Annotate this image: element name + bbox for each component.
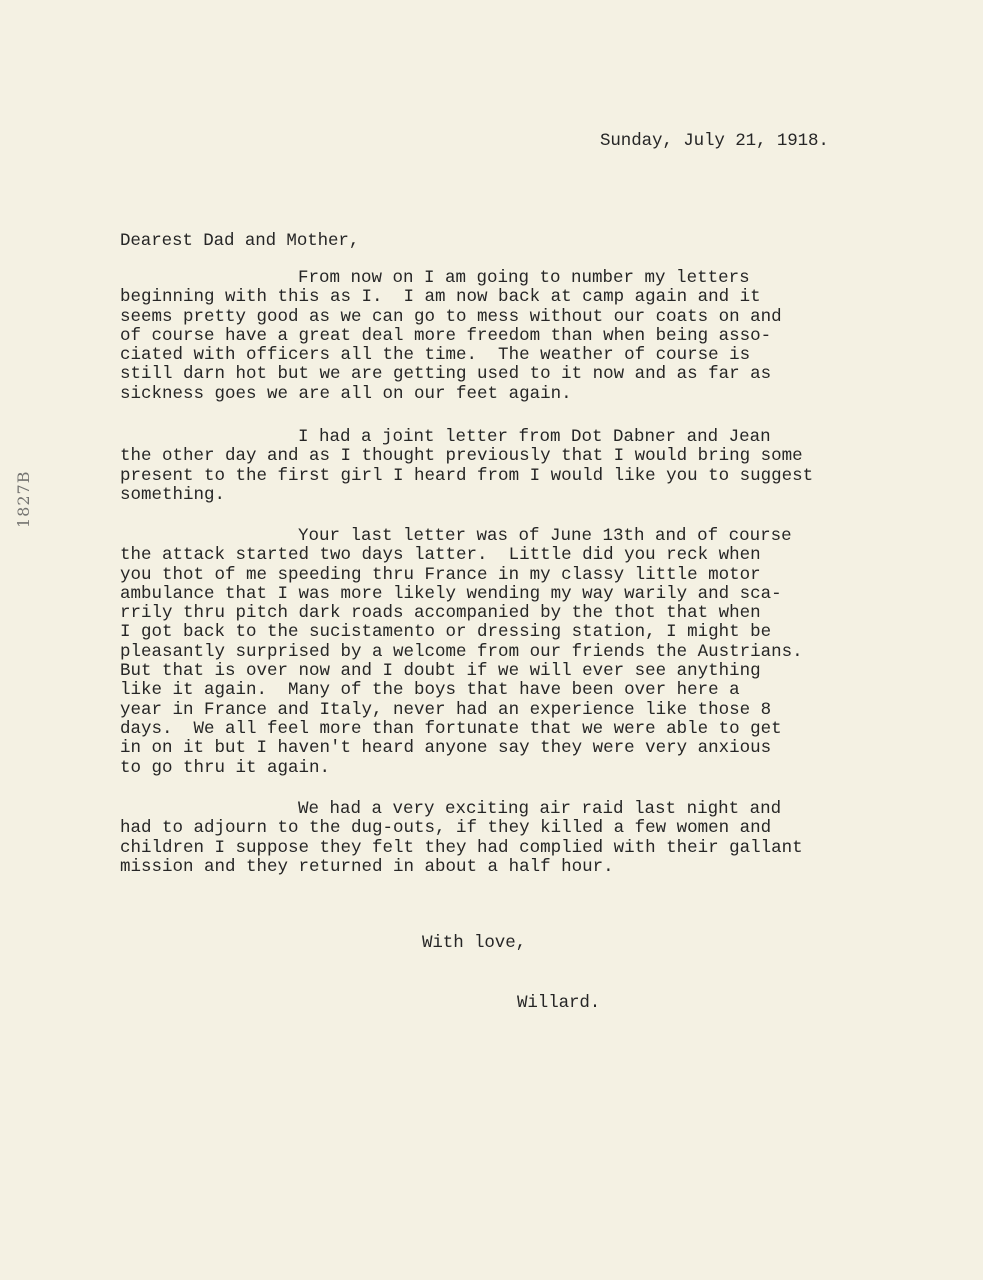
paragraph-line: mission and they returned in about a half hour. — [120, 856, 614, 877]
paragraph-line: of course have a great deal more freedom than when being asso- — [120, 325, 772, 346]
paragraph-line: the other day and as I thought previously that I would bring some — [120, 446, 803, 467]
paragraph-line: seems pretty good as we can go to mess without our coats on and — [120, 306, 782, 327]
paragraph-line: in on it but I haven't heard anyone say they were very anxious — [120, 738, 772, 759]
paragraph-line: Your last letter was of June 13th and of course — [298, 526, 792, 546]
paragraph-line: children I suppose they felt they had complied with their gallant — [120, 837, 803, 858]
paragraph-line: ciated with officers all the time. The weather of course is — [120, 345, 751, 366]
letter-closing: With love, — [422, 933, 527, 953]
paragraph-2 — [120, 428, 813, 505]
letter-salutation: Dearest Dad and Mother, — [120, 231, 360, 251]
paragraph-line: the attack started two days latter. Little did you reck when — [120, 545, 761, 566]
paragraph-line: ambulance that I was more likely wending my way warily and sca- — [120, 583, 782, 604]
paragraph-line: beginning with this as I. I am now back at camp again and it — [120, 287, 761, 308]
paragraph-3 — [120, 527, 803, 778]
paragraph-line: year in France and Italy, never had an experience like those 8 — [120, 699, 772, 720]
letter-date: Sunday, July 21, 1918. — [600, 131, 829, 151]
paragraph-line: rrily thru pitch dark roads accompanied by the thot that when — [120, 603, 761, 624]
paragraph-1 — [120, 269, 782, 404]
margin-handwritten-note: 1827B — [14, 470, 33, 528]
paragraph-line: pleasantly surprised by a welcome from our friends the Austrians. — [120, 641, 803, 662]
paragraph-line: you thot of me speeding thru France in my classy little motor — [120, 564, 761, 585]
paragraph-line: sickness goes we are all on our feet again. — [120, 383, 572, 404]
paragraph-line: I got back to the sucistamento or dressing station, I might be — [120, 622, 772, 643]
paragraph-line: something. — [120, 484, 226, 505]
paragraph-line: From now on I am going to number my letters — [298, 268, 750, 288]
paragraph-line: But that is over now and I doubt if we will ever see anything — [120, 661, 761, 682]
paragraph-line: still darn hot but we are getting used to it now and as far as — [120, 364, 772, 385]
paragraph-line: like it again. Many of the boys that have been over here a — [120, 680, 740, 701]
paragraph-4 — [120, 800, 803, 877]
paragraph-line: to go thru it again. — [120, 757, 331, 778]
paragraph-line: had to adjourn to the dug-outs, if they killed a few women and — [120, 818, 772, 839]
paragraph-line: present to the first girl I heard from I would like you to suggest — [120, 465, 814, 486]
letter-signature: Willard. — [517, 993, 601, 1013]
paragraph-line: We had a very exciting air raid last night and — [298, 799, 782, 819]
paragraph-line: days. We all feel more than fortunate that we were able to get — [120, 718, 782, 739]
paragraph-line: I had a joint letter from Dot Dabner and Jean — [298, 427, 771, 447]
